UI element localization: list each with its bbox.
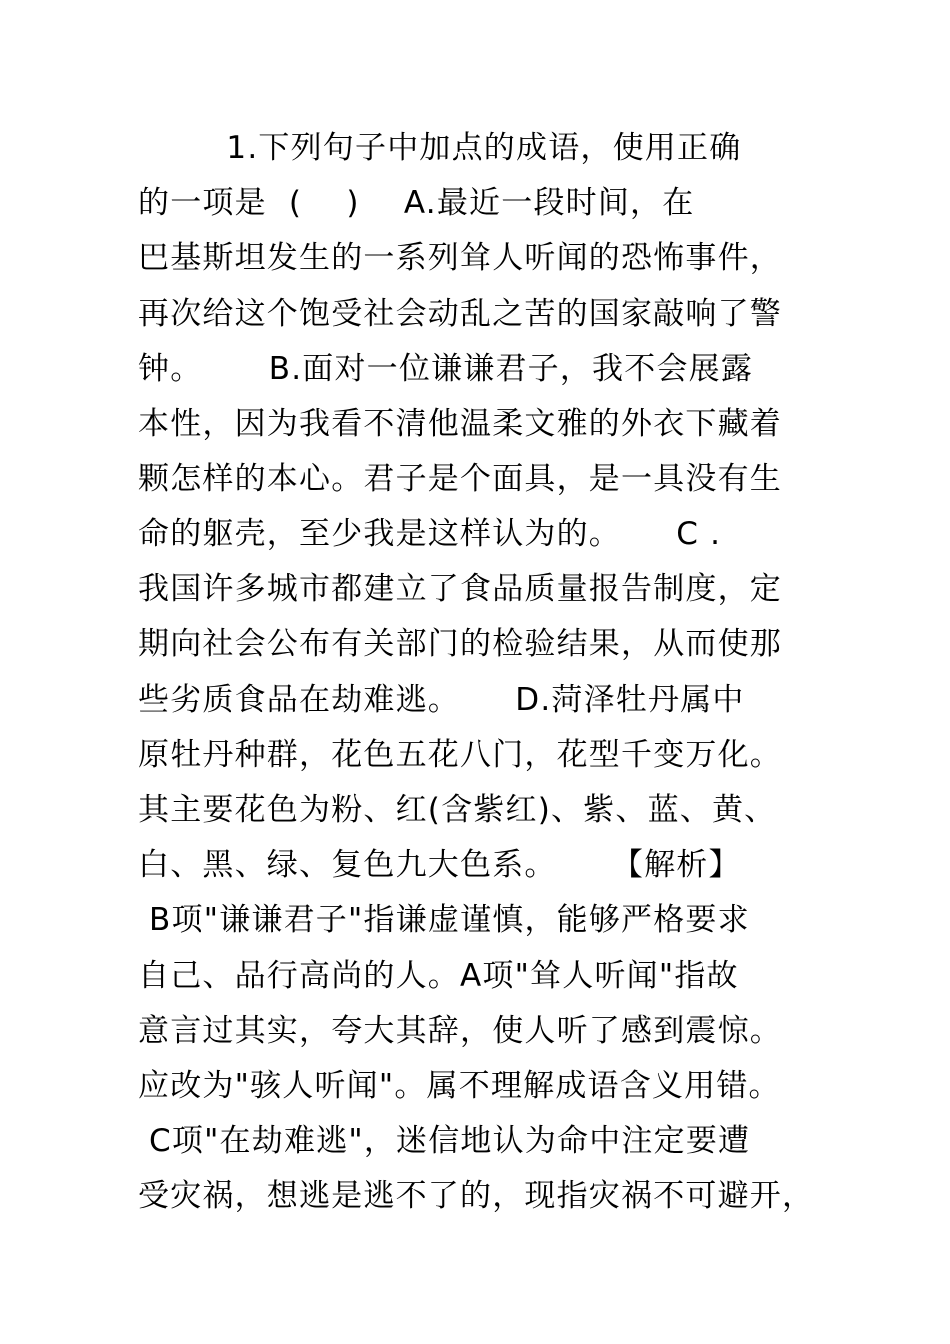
text-line: 受灾祸，想逃是逃不了的，现指灾祸不可避开， bbox=[138, 1178, 815, 1214]
text-line: 再次给这个饱受社会动乱之苦的国家敲响了警 bbox=[138, 296, 782, 332]
text-line: C项"在劫难逃"，迷信地认为命中注定要遭 bbox=[138, 1123, 751, 1159]
text-line: 自己、品行高尚的人。A项"耸人听闻"指故 bbox=[138, 958, 739, 994]
text-line: 其主要花色为粉、红(含紫红)、紫、蓝、黄、 bbox=[138, 792, 777, 828]
text-line: 1.下列句子中加点的成语，使用正确 bbox=[138, 130, 742, 166]
text-line: 本性，因为我看不清他温柔文雅的外衣下藏着 bbox=[138, 406, 782, 442]
text-line: 意言过其实，夸大其辞，使人听了感到震惊。 bbox=[138, 1013, 782, 1049]
text-line: 钟。 B.面对一位谦谦君子，我不会展露 bbox=[138, 351, 754, 387]
text-line: 期向社会公布有关部门的检验结果，从而使那 bbox=[138, 626, 782, 662]
text-line: 颗怎样的本心。君子是个面具，是一具没有生 bbox=[138, 461, 782, 497]
text-line: 白、黑、绿、复色九大色系。 【解析】 bbox=[138, 847, 741, 883]
text-line: 我国许多城市都建立了食品质量报告制度，定 bbox=[138, 571, 782, 607]
text-line: 些劣质食品在劫难逃。 D.菏泽牡丹属中 bbox=[138, 682, 745, 718]
text-line: B项"谦谦君子"指谦虚谨慎，能够严格要求 bbox=[138, 902, 750, 938]
text-line: 命的躯壳，至少我是这样认为的。 C . bbox=[138, 516, 722, 552]
text-line: 原牡丹种群，花色五花八门，花型千变万化。 bbox=[138, 737, 782, 773]
text-line: 应改为"骇人听闻"。属不理解成语含义用错。 bbox=[138, 1068, 781, 1104]
text-line: 巴基斯坦发生的一系列耸人听闻的恐怖事件， bbox=[138, 240, 782, 276]
text-line: 的一项是 ( ) A.最近一段时间，在 bbox=[138, 185, 695, 221]
